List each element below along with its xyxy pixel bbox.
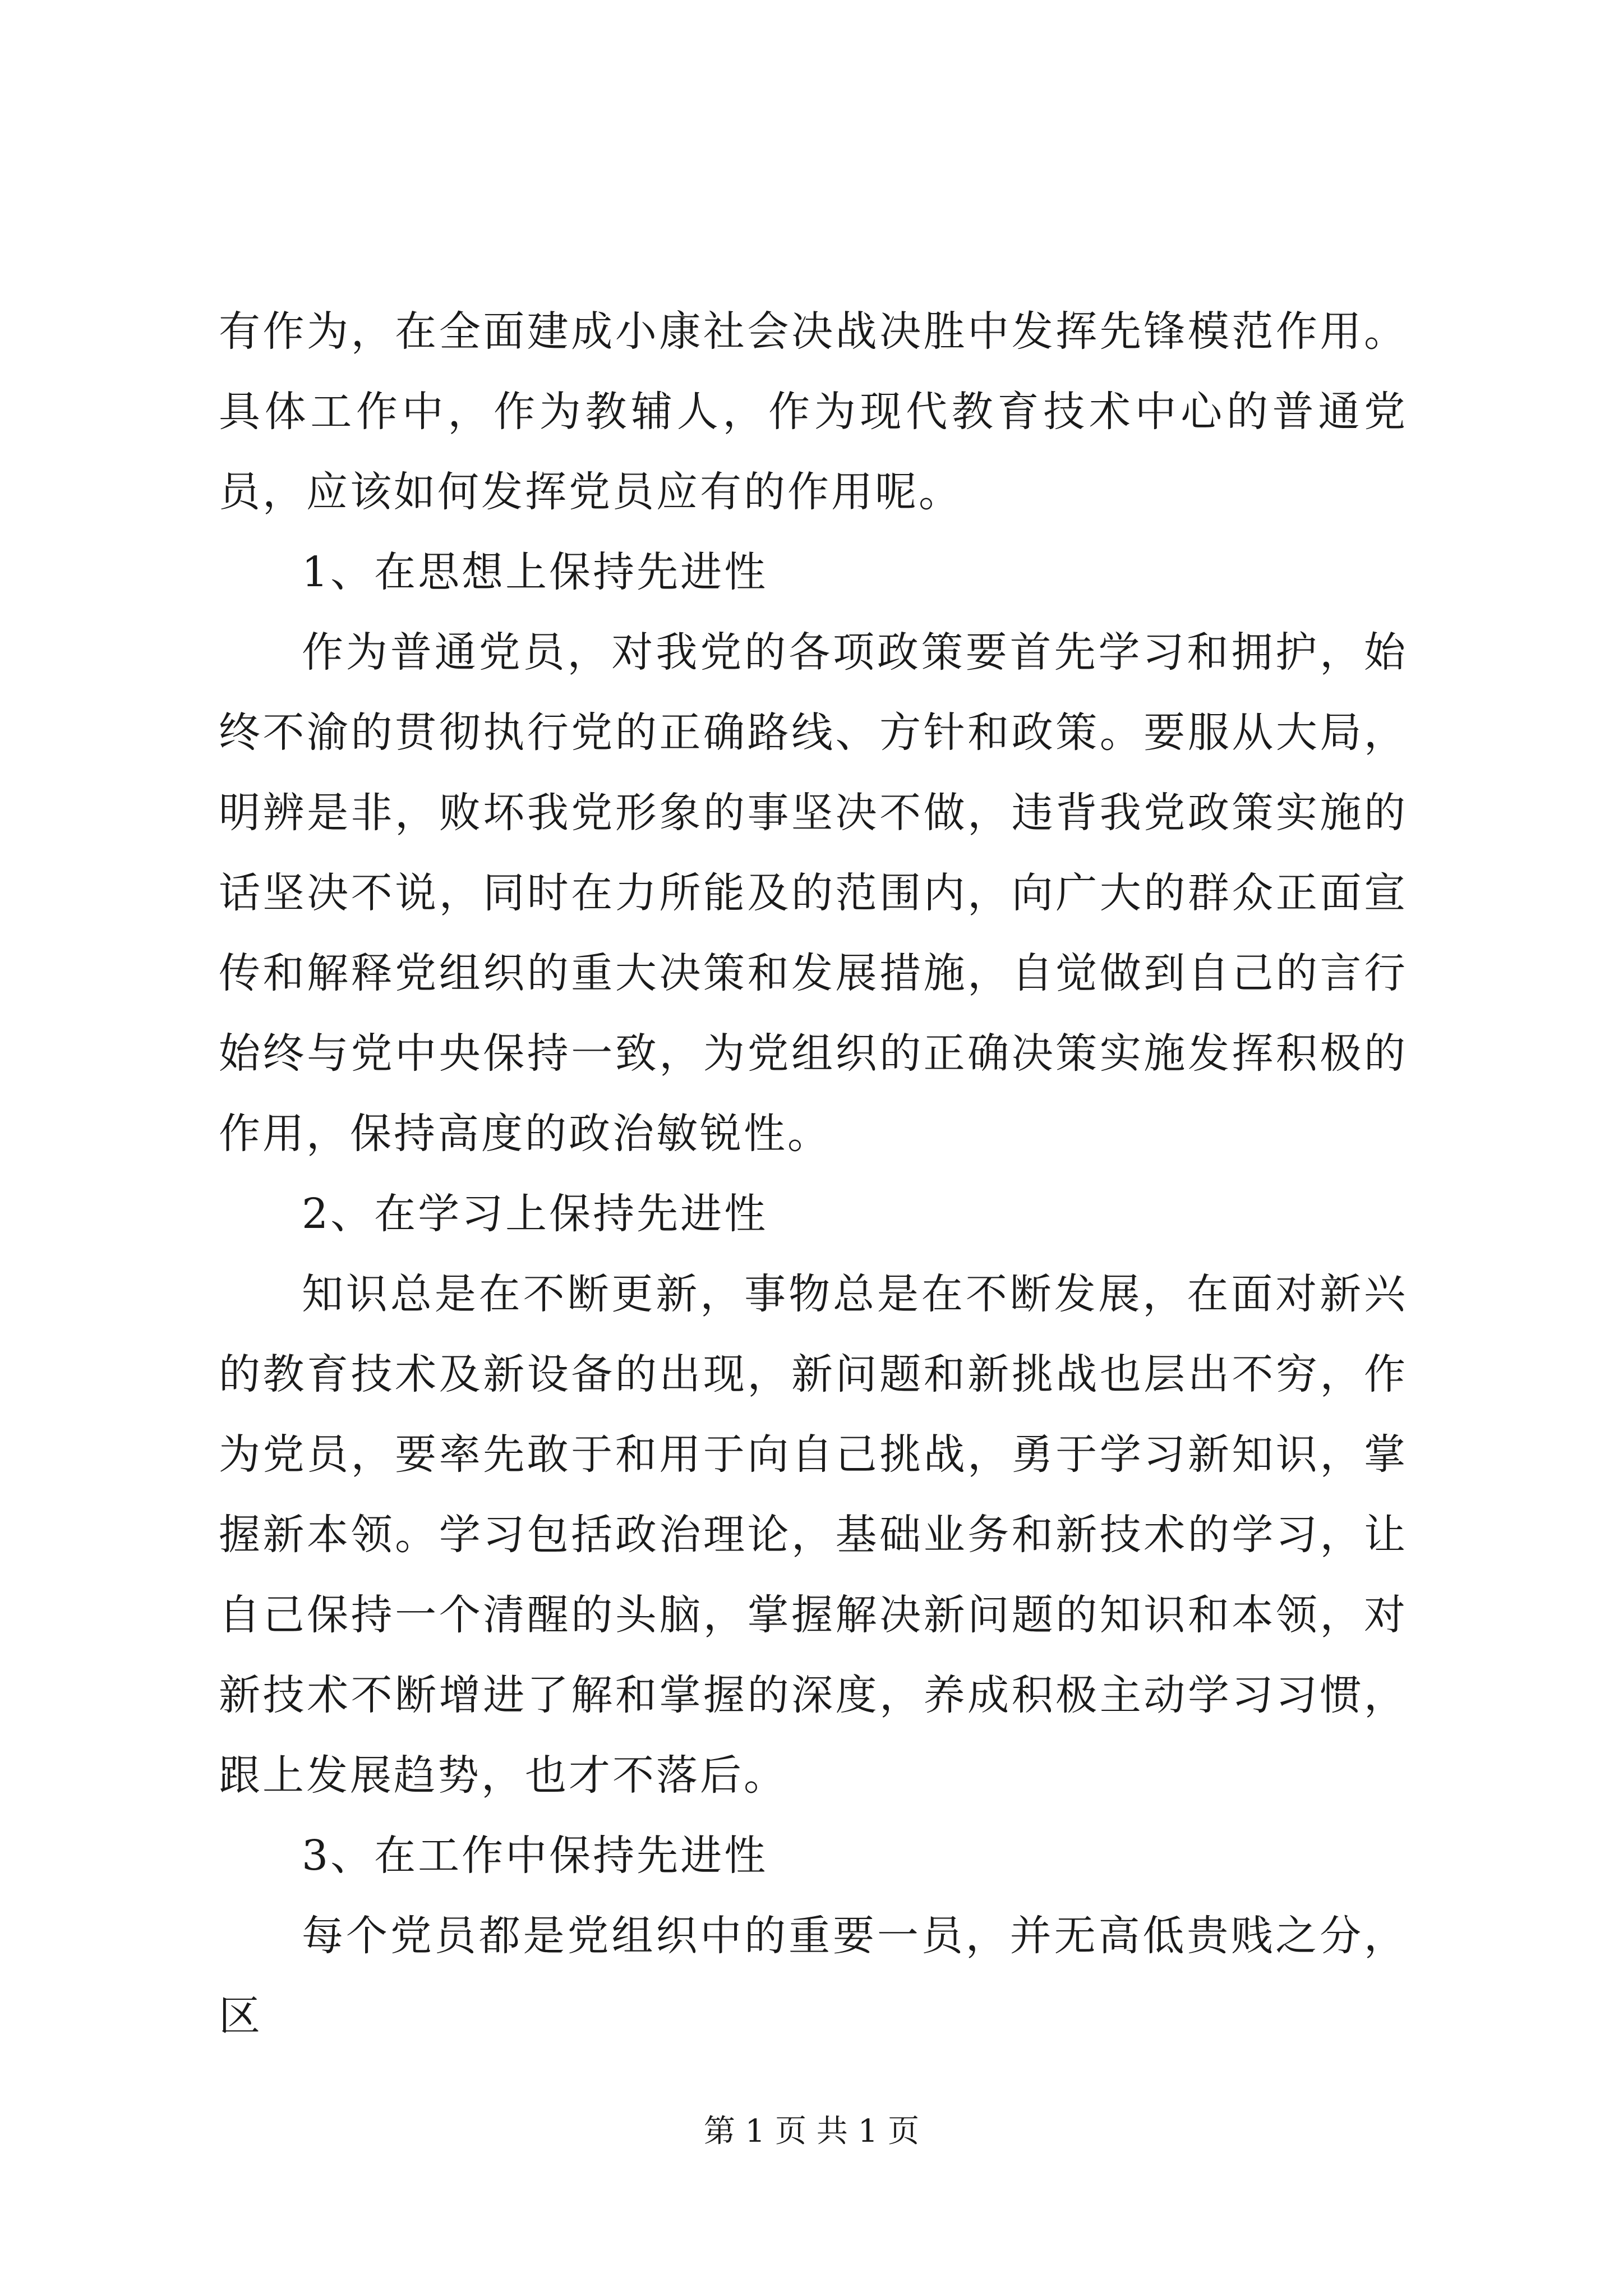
paragraph-study: 知识总是在不断更新，事物总是在不断发展，在面对新兴的教育技术及新设备的出现，新问题和新挑战也层出不穷，作为党员，要率先敢于和用于向自己挑战，勇于学习新知识，掌握新本领。学习包括政治理论，基础业务和新技术的学习，让自己保持一个清醒的头脑，掌握解决新问题的知识和本领，对新技术不断增进了解和掌握的深度，养成积极主动学习习惯，跟上发展趋势，也才不落后。 (219, 1270, 1408, 1800)
page-footer: 第 1 页 共 1 页 (703, 2113, 920, 2150)
heading-study: 2、在学习上保持先进性 (302, 1190, 768, 1238)
paragraph-intro-continuation: 有作为，在全面建成小康社会决战决胜中发挥先锋模范作用。具体工作中，作为教辅人，作为现代教育技术中心的普通党员，应该如何发挥党员应有的作用呢。 (219, 307, 1408, 516)
paragraph-ideology: 作为普通党员，对我党的各项政策要首先学习和拥护，始终不渝的贯彻执行党的正确路线、方针和政策。要服从大局，明辨是非，败坏我党形象的事坚决不做，违背我党政策实施的话坚决不说，同时在力所能及的范围内，向广大的群众正面宣传和解释党组织的重大决策和发展措施，自觉做到自己的言行始终与党中央保持一致，为党组织的正确决策实施发挥积极的作用，保持高度的政治敏锐性。 (219, 628, 1408, 1158)
document-body (219, 292, 1408, 2056)
paragraph-work: 每个党员都是党组织中的重要一员，并无高低贵贱之分，区 (219, 1912, 1408, 2040)
heading-ideology: 1、在思想上保持先进性 (302, 548, 768, 596)
heading-work: 3、在工作中保持先进性 (302, 1832, 768, 1880)
